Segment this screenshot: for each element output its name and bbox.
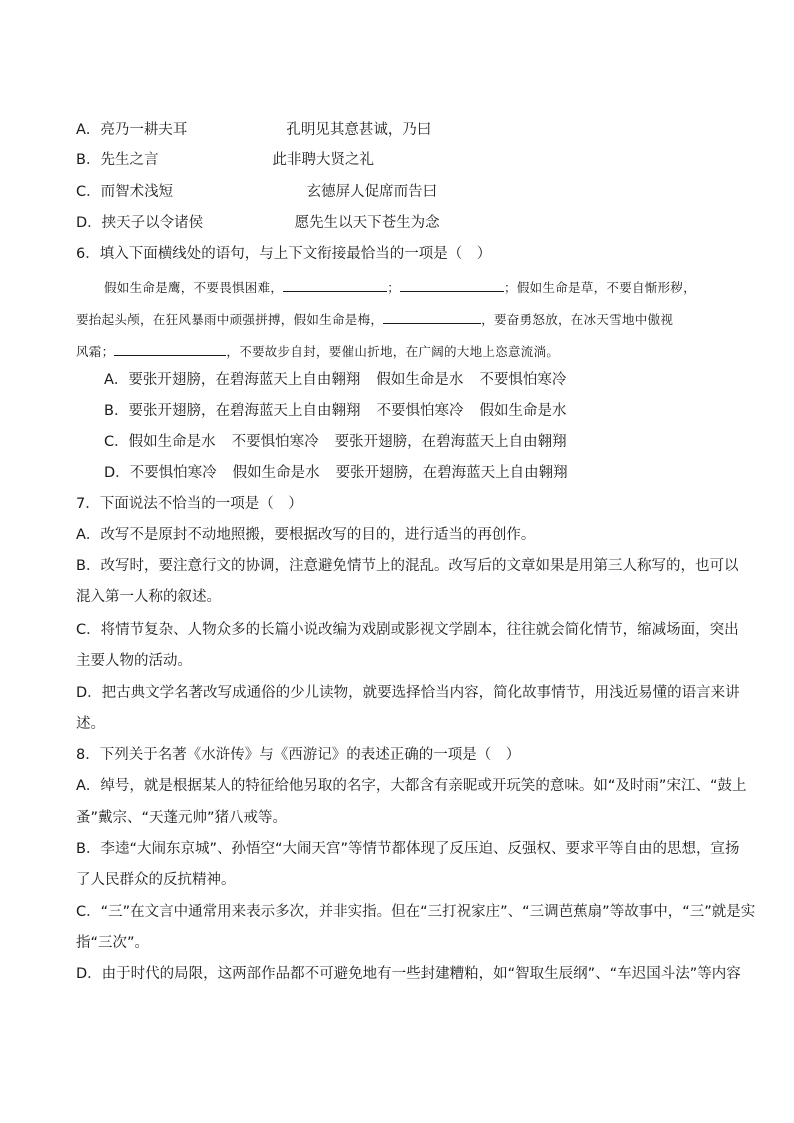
option-left-text: 亮乃一耕夫耳 [100,122,188,138]
option-part: 要张开翅膀，在碧海蓝天上自由翱翔 [128,372,361,388]
q8-option-c-line-2: 指“三次”。 [76,935,150,951]
q5-option-a [76,120,431,140]
option-letter: B． [104,403,129,419]
q6-option-a [104,370,566,390]
option-part: 要张开翅膀，在碧海蓝天上自由翱翔 [335,465,568,481]
option-letter: C． [104,434,129,450]
option-left-text: 而智术浅短 [100,184,174,200]
option-letter: D． [104,465,130,481]
option-right-text: 玄德屏人促席而告曰 [306,184,438,200]
fill-blank-3[interactable] [383,309,481,324]
q7-option-c-line-1: C．将情节复杂、人物众多的长篇小说改编为戏剧或影视文学剧本，往往就会简化情节，缩减场面，突出 [76,622,739,638]
option-right-text: 愿先生以天下苍生为念 [294,215,440,231]
q8-option-b-line-2: 了人民群众的反抗精神。 [76,872,236,888]
q7-option-a: A．改写不是原封不动地照搬，要根据改写的目的，进行适当的再创作。 [76,527,536,543]
fill-blank-1[interactable] [283,277,387,292]
option-part: 要张开翅膀，在碧海蓝天上自由翱翔 [128,403,361,419]
passage-text: ； [387,280,401,295]
passage-text: 要抬起头颅，在狂风暴雨中顽强拼搏，假如生命是梅， [76,312,384,327]
option-part: 不要惧怕寒冷 [231,434,319,450]
q6-passage-line-1 [104,277,696,298]
q7-option-b-line-1: B．改写时，要注意行文的协调，注意避免情节上的混乱。改写后的文章如果是用第三人称写的，也可以 [76,558,739,574]
option-right-text: 此非聘大贤之礼 [272,152,374,168]
option-letter: C． [76,184,101,200]
q8-option-d-line-1: D．由于时代的局限，这两部作品都不可避免地有一些封建糟粕，如“智取生辰纲”、“车迟国斗法”等内容 [76,966,741,982]
option-part: 不要惧怕寒冷 [129,465,217,481]
option-letter: B． [76,152,101,168]
q5-option-b [76,150,374,170]
q8-option-a-line-2: 蚤”戴宗、“天蓬元帅”猪八戒等。 [76,810,288,826]
q6-option-b [104,401,566,421]
q7-stem: 7．下面说法不恰当的一项是（ ） [76,496,303,512]
q7-option-c-line-2: 主要人物的活动。 [76,653,192,669]
q6-passage-line-2 [76,309,673,330]
passage-text: 假如生命是鹰，不要畏惧困难， [104,280,284,295]
option-part: 要张开翅膀，在碧海蓝天上自由翱翔 [334,434,567,450]
option-part: 假如生命是水 [376,372,464,388]
q7-option-d-line-2: 述。 [76,716,105,732]
q8-option-a-line-1: A．绰号，就是根据某人的特征给他另取的名字，大都含有亲昵或开玩笑的意味。如“及时雨”宋江、“鼓上 [76,778,747,794]
q6-option-c [104,432,567,452]
q8-option-b-line-1: B．李逵“大闹东京城”、孙悟空“大闹天宫”等情节都体现了反压迫、反强权、要求平等自由的思想，宣扬 [76,841,740,857]
q7-option-d-line-1: D．把古典文学名著改写成通俗的少儿读物，就要选择恰当内容，简化故事情节，用浅近易懂的语言来讲 [76,685,740,701]
option-part: 假如生命是水 [479,403,567,419]
q6-stem: 6．填入下面横线处的语句，与上下文衔接最恰当的一项是（ ） [76,246,492,262]
q6-option-d [104,463,568,483]
q8-option-c-line-1: C．“三”在文言中通常用来表示多次，并非实指。但在“三打祝家庄”、“三调芭蕉扇”等故事中，“三”就是实 [76,904,756,920]
passage-text: ，要奋勇怒放，在冰天雪地中傲视 [481,312,674,327]
option-right-text: 孔明见其意甚诚，乃曰 [286,122,432,138]
fill-blank-2[interactable] [400,277,504,292]
option-letter: A． [104,372,129,388]
q5-option-c [76,182,437,202]
option-part: 不要惧怕寒冷 [376,403,464,419]
q5-option-d [76,213,440,233]
option-part: 不要惧怕寒冷 [479,372,567,388]
option-left-text: 先生之言 [100,152,159,168]
q7-option-b-line-2: 混入第一人称的叙述。 [76,589,221,605]
passage-text: 风霜； [76,344,115,359]
option-letter: D． [76,215,102,231]
q8-stem: 8．下列关于名著《水浒传》与《西游记》的表述正确的一项是（ ） [76,747,521,763]
option-left-text: 挟天子以令诸侯 [101,215,204,231]
option-part: 假如生命是水 [232,465,320,481]
option-letter: A． [76,122,101,138]
passage-text: ，不要故步自封，要催山折地，在广阔的大地上恣意流淌。 [226,344,560,359]
q6-passage-line-3 [76,341,559,362]
passage-text: ；假如生命是草，不要自惭形秽， [504,280,697,295]
option-part: 假如生命是水 [128,434,216,450]
fill-blank-4[interactable] [114,341,226,356]
